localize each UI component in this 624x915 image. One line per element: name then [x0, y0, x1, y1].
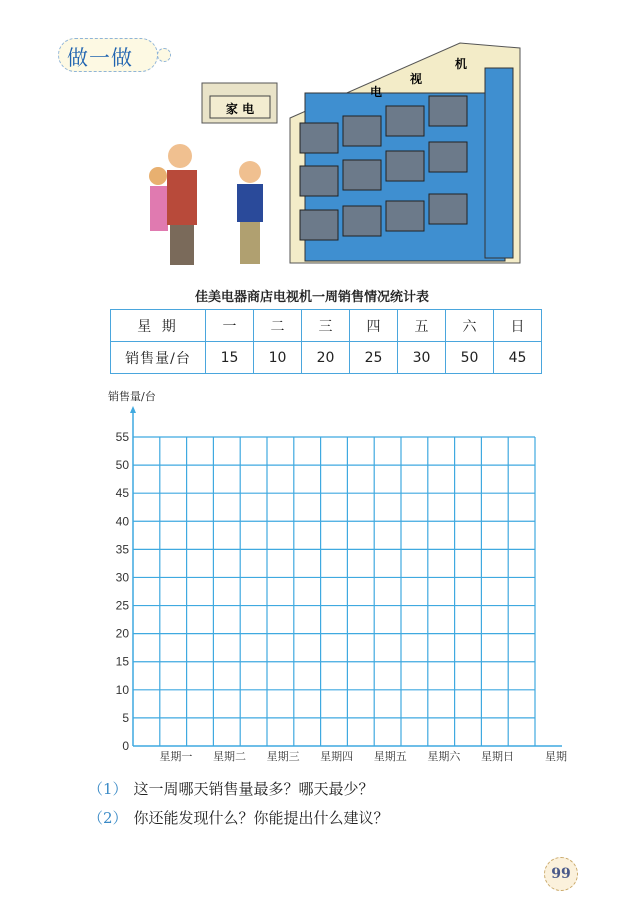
- sign-tv-1: 电: [370, 85, 383, 99]
- sign-tv-3: 机: [455, 57, 468, 71]
- day-cell: 五: [398, 310, 446, 342]
- sales-cell: 45: [494, 342, 542, 374]
- y-tick-label: 0: [122, 739, 129, 753]
- page-number: 99: [544, 857, 578, 891]
- sales-cell: 50: [446, 342, 494, 374]
- row-header-day: 星 期: [111, 310, 206, 342]
- sign-tv-2: 视: [410, 72, 423, 86]
- x-tick-label: 星期二: [212, 750, 246, 763]
- day-cell: 一: [206, 310, 254, 342]
- sign-appliance: 家 电: [225, 102, 255, 116]
- y-axis-label: 销售量/台: [108, 390, 156, 403]
- sales-cell: 25: [350, 342, 398, 374]
- y-tick-label: 15: [115, 654, 129, 669]
- day-cell: 六: [446, 310, 494, 342]
- x-tick-label: 星期一: [159, 750, 193, 763]
- y-tick-label: 50: [115, 458, 129, 473]
- badge-label: 做一做: [67, 46, 133, 70]
- x-tick-label: 星期六: [427, 750, 461, 763]
- y-tick-label: 45: [115, 486, 129, 501]
- x-tick-label: 星期日: [480, 750, 514, 763]
- x-axis-label: 星期: [545, 750, 567, 763]
- sales-cell: 30: [398, 342, 446, 374]
- y-tick-label: 30: [115, 570, 129, 585]
- y-tick-label: 25: [115, 598, 129, 613]
- y-axis-arrow: [130, 406, 136, 413]
- day-cell: 日: [494, 310, 542, 342]
- row-header-sales: 销售量/台: [111, 342, 206, 374]
- question-number: （2）: [88, 809, 128, 827]
- question-1: [88, 778, 374, 799]
- table-title: 佳美电器商店电视机一周销售情况统计表: [194, 290, 429, 305]
- question-text: 你还能发现什么？你能提出什么建议？: [133, 809, 389, 827]
- x-tick-label: 星期四: [320, 750, 354, 763]
- question-text: 这一周哪天销售量最多？哪天最少？: [133, 780, 374, 798]
- y-tick-label: 40: [115, 514, 129, 529]
- sales-cell: 20: [302, 342, 350, 374]
- day-cell: 三: [302, 310, 350, 342]
- y-tick-label: 5: [122, 710, 129, 725]
- y-tick-label: 10: [115, 682, 129, 697]
- question-2: [88, 807, 389, 828]
- question-number: （1）: [88, 780, 128, 798]
- x-tick-label: 星期三: [266, 750, 300, 763]
- sales-cell: 15: [206, 342, 254, 374]
- x-tick-label: 星期五: [373, 750, 407, 763]
- y-tick-label: 55: [115, 430, 129, 444]
- y-tick-label: 35: [115, 542, 129, 557]
- day-cell: 四: [350, 310, 398, 342]
- day-cell: 二: [254, 310, 302, 342]
- sales-cell: 10: [254, 342, 302, 374]
- y-tick-label: 20: [115, 626, 129, 641]
